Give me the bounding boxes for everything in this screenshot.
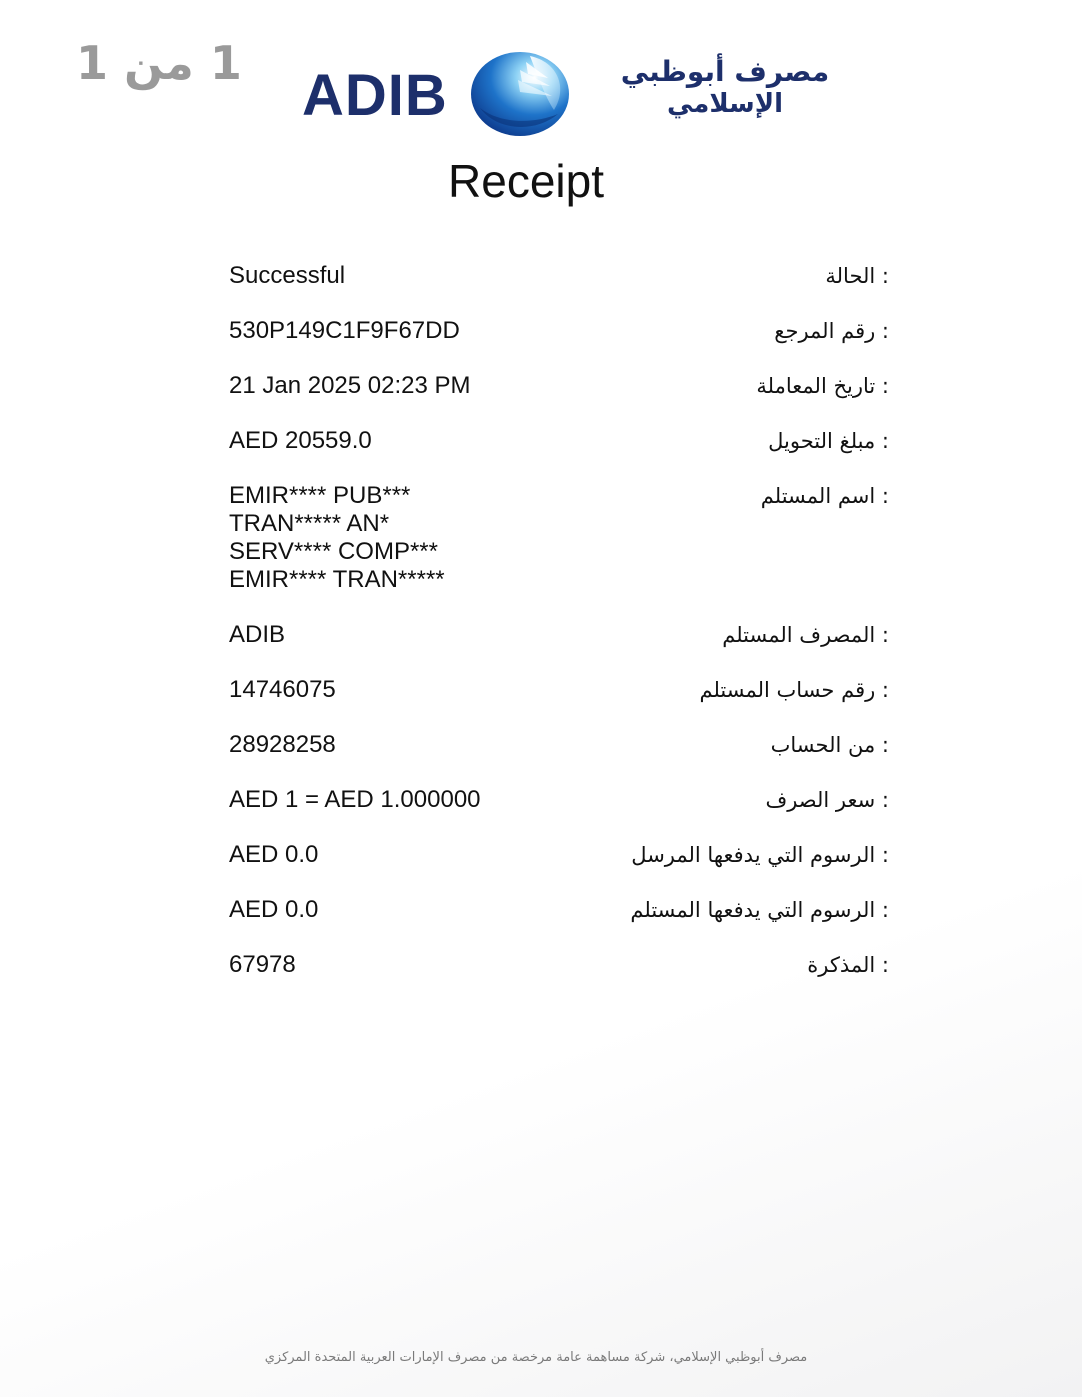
row-status <box>229 262 889 290</box>
reference-number-label <box>627 317 889 345</box>
exchange-rate-label <box>627 786 889 814</box>
label-text: : اسم المستلم <box>760 484 889 508</box>
from-account-label <box>627 731 889 759</box>
beneficiary-account-value <box>229 676 627 704</box>
label-text: : رقم حساب المستلم <box>699 678 889 702</box>
label-text: : الرسوم التي يدفعها المرسل <box>631 843 889 867</box>
sender-fees-label <box>627 841 889 869</box>
memo-value <box>229 951 627 979</box>
value-line: AED 0.0 <box>229 896 319 923</box>
value-line: 14746075 <box>229 676 336 703</box>
label-text: : الرسوم التي يدفعها المستلم <box>630 898 889 922</box>
adib-emblem-icon <box>470 48 574 138</box>
transaction-date-label <box>627 372 889 400</box>
logo-arabic-line2: الإسلامي <box>667 89 783 119</box>
adib-logo <box>300 44 860 144</box>
value-line: 67978 <box>229 951 296 978</box>
row-beneficiary-bank <box>229 621 889 649</box>
value-line: AED 0.0 <box>229 841 319 868</box>
value-line: AED 1 = AED 1.000000 <box>229 786 481 813</box>
sender-fees-value <box>229 841 627 869</box>
logo-latin-text: ADIB <box>302 63 448 128</box>
value-line: Successful <box>229 262 346 289</box>
label-text: : من الحساب <box>770 733 889 757</box>
transaction-date-value <box>229 372 627 400</box>
label-text: : المذكرة <box>807 953 889 977</box>
status-label <box>627 262 889 290</box>
value-line: EMIR**** TRAN***** <box>229 566 445 593</box>
value-line: 530P149C1F9F67DD <box>229 317 460 344</box>
beneficiary-fees-value <box>229 896 627 924</box>
status-value <box>229 262 627 290</box>
memo-label <box>627 951 889 979</box>
from-account-value <box>229 731 627 759</box>
row-exchange-rate <box>229 786 889 814</box>
value-line: AED 20559.0 <box>229 427 372 454</box>
beneficiary-bank-value <box>229 621 627 649</box>
row-beneficiary-name <box>229 482 889 594</box>
label-text: : المصرف المستلم <box>722 623 889 647</box>
label-text: : تاريخ المعاملة <box>756 374 889 398</box>
value-line: 21 Jan 2025 02:23 PM <box>229 372 471 399</box>
transfer-amount-label <box>627 427 889 455</box>
logo-arabic-text <box>594 56 856 120</box>
row-transaction-date <box>229 372 889 400</box>
row-transfer-amount <box>229 427 889 455</box>
label-text: : الحالة <box>825 264 889 288</box>
value-line: EMIR**** PUB*** <box>229 482 411 509</box>
row-memo <box>229 951 889 979</box>
reference-number-value <box>229 317 627 345</box>
receipt-details <box>229 262 889 1006</box>
row-from-account <box>229 731 889 759</box>
beneficiary-fees-label <box>627 896 889 924</box>
logo-arabic-line1: مصرف أبوظبي <box>620 55 830 88</box>
value-line: TRAN***** AN* <box>229 510 390 537</box>
footer-disclaimer: مصرف أبوظبي الإسلامي، شركة مساهمة عامة مرخصة من مصرف الإمارات العربية المتحدة المركزي <box>264 1350 808 1365</box>
value-line: SERV**** COMP*** <box>229 538 438 565</box>
row-beneficiary-account <box>229 676 889 704</box>
transfer-amount-value <box>229 427 627 455</box>
value-line: 28928258 <box>229 731 336 758</box>
receipt-title: Receipt <box>448 155 604 207</box>
beneficiary-bank-label <box>627 621 889 649</box>
exchange-rate-value <box>229 786 627 814</box>
label-text: : رقم المرجع <box>774 319 889 343</box>
row-beneficiary-fees <box>229 896 889 924</box>
page-counter: 1 من 1 <box>76 36 242 90</box>
label-text: : سعر الصرف <box>765 788 889 812</box>
label-text: : مبلغ التحويل <box>768 429 889 453</box>
value-line: ADIB <box>229 621 286 648</box>
row-sender-fees <box>229 841 889 869</box>
beneficiary-name-label <box>627 482 889 510</box>
beneficiary-name-value <box>229 482 627 594</box>
row-reference-number <box>229 317 889 345</box>
beneficiary-account-label <box>627 676 889 704</box>
